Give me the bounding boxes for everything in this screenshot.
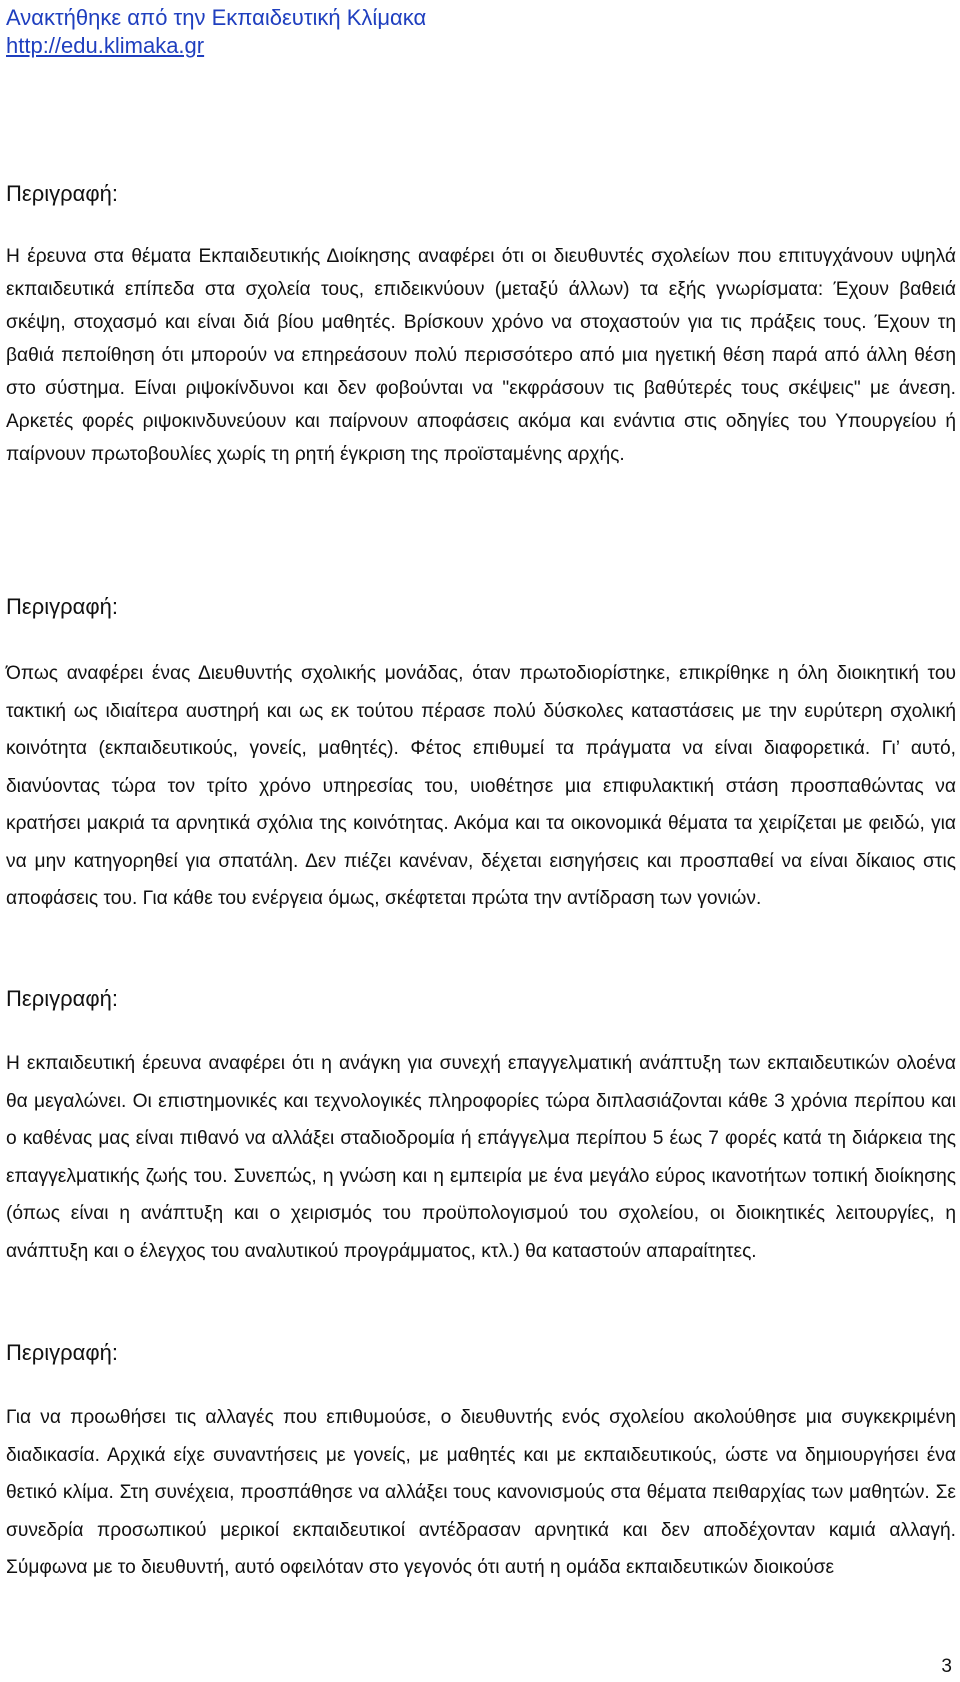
- section-paragraph: Η εκπαιδευτική έρευνα αναφέρει ότι η ανάγκη για συνεχή επαγγελματική ανάπτυξη των εκπαιδευτικών ολοένα θα μεγαλώνει. Οι επιστημονικές και τεχνολογικές πληροφορίες τώρα διπλασιάζονται κάθε 3 χρόνια περίπου και ο καθένας μας είναι πιθανό να αλλάξει σταδιοδρομία ή επάγγελμα περίπου 5 έως 7 φορές κατά τη διάρκεια της επαγγελματικής ζωής του. Συνεπώς, η γνώση και η εμπειρία με ένα μεγάλο εύρος ικανοτήτων τοπική διοίκησης (όπως είναι η ανάπτυξη και ο χειρισμός του προϋπολογισμού του σχολείου, οι διοικητικές λειτουργίες, η ανάπτυξη και ο έλεγχος του αναλυτικού προγράμματος, κτλ.) θα καταστούν απαραίτητες.: [6, 1053, 956, 1262]
- section-1: [6, 180, 956, 471]
- page-number: 3: [941, 1656, 952, 1677]
- section-4: [6, 1339, 956, 1587]
- section-paragraph: Όπως αναφέρει ένας Διευθυντής σχολικής μονάδας, όταν πρωτοδιορίστηκε, επικρίθηκε η όλη διοικητική του τακτική ως ιδιαίτερα αυστηρή και ως εκ τούτου πέρασε πολύ δύσκολες καταστάσεις με την ευρύτερη σχολική κοινότητα (εκπαιδευτικούς, γονείς, μαθητές). Φέτος επιθυμεί τα πράγματα να είναι διαφορετικά. Γι’ αυτό, διανύοντας τώρα τον τρίτο χρόνο υπηρεσίας του, υιοθέτησε μια επιφυλακτική στάση προσπαθώντας να κρατήσει μακριά τα αρνητικά σχόλια της κοινότητας. Ακόμα και τα οικονομικά θέματα τα χειρίζεται με φειδώ, για να μην κατηγορηθεί για σπατάλη. Δεν πιέζει κανέναν, δέχεται εισηγήσεις και προσπαθεί να είναι δίκαιος στις αποφάσεις του. Για κάθε του ενέργεια όμως, σκέφτεται πρώτα την αντίδραση των γονιών.: [6, 663, 956, 909]
- section-heading: Περιγραφή:: [6, 1340, 118, 1365]
- source-link[interactable]: http://edu.klimaka.gr: [6, 33, 205, 58]
- section-heading: Περιγραφή:: [6, 594, 118, 619]
- source-attribution: Ανακτήθηκε από την Εκπαιδευτική Κλίμακα: [6, 5, 427, 30]
- section-heading: Περιγραφή:: [6, 986, 118, 1011]
- source-header: [6, 4, 426, 60]
- section-3: [6, 985, 956, 1270]
- section-2: [6, 593, 956, 918]
- section-paragraph: Η έρευνα στα θέματα Εκπαιδευτικής Διοίκησης αναφέρει ότι οι διευθυντές σχολείων που επιτυγχάνουν υψηλά εκπαιδευτικά επίπεδα στα σχολεία τους, επιδεικνύουν (μεταξύ άλλων) τα εξής γνωρίσματα: Έχουν βαθειά σκέψη, στοχασμό και είναι διά βίου μαθητές. Βρίσκουν χρόνο να στοχαστούν για τις πράξεις τους. Έχουν τη βαθιά πεποίθηση ότι μπορούν να επηρεάσουν πολύ περισσότερο από μια ηγετική θέση παρά από άλλη θέση στο σύστημα. Είναι ριψοκίνδυνοι και δεν φοβούνται να "εκφράσουν τις βαθύτερές τους σκέψεις" με άνεση. Αρκετές φορές ριψοκινδυνεύουν και παίρνουν αποφάσεις ακόμα και ενάντια στις οδηγίες του Υπουργείου ή παίρνουν πρωτοβουλίες χωρίς τη ρητή έγκριση της προϊσταμένης αρχής.: [6, 246, 956, 465]
- section-heading: Περιγραφή:: [6, 181, 118, 206]
- section-paragraph: Για να προωθήσει τις αλλαγές που επιθυμούσε, ο διευθυντής ενός σχολείου ακολούθησε μια συγκεκριμένη διαδικασία. Αρχικά είχε συναντήσεις με γονείς, με μαθητές και με εκπαιδευτικούς, ώστε να δημιουργήσει ένα θετικό κλίμα. Στη συνέχεια, προσπάθησε να αλλάξει τους κανονισμούς στα θέματα πειθαρχίας των μαθητών. Σε συνεδρία προσωπικού μερικοί εκπαιδευτικοί αντέδρασαν αρνητικά και δεν αποδέχονταν καμιά αλλαγή. Σύμφωνα με το διευθυντή, αυτό οφειλόταν στο γεγονός ότι αυτή η ομάδα εκπαιδευτικών διοικούσε: [6, 1407, 956, 1578]
